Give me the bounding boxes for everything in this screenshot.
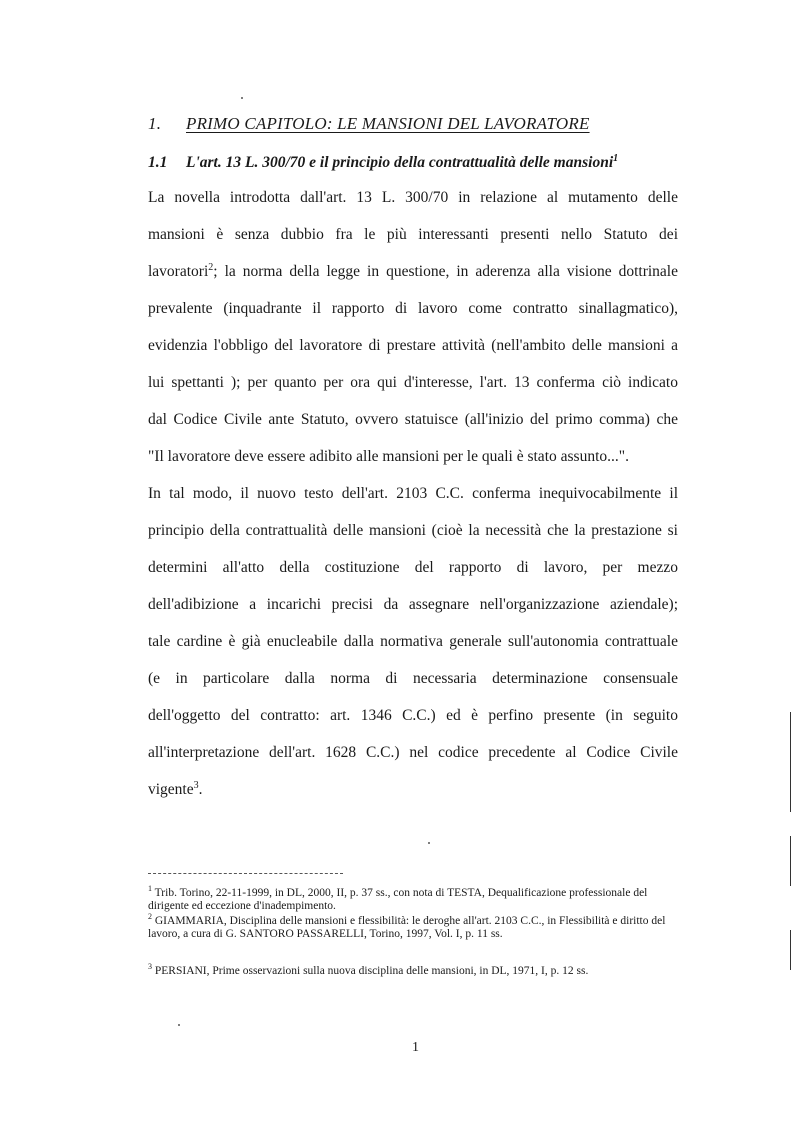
footnote-number: 1: [148, 884, 152, 893]
body-line: "Il lavoratore deve essere adibito alle mansioni per le quali è stato assunto...".: [148, 448, 629, 465]
body-line: dell'adibizione a incarichi precisi da assegnare nell'organizzazione aziendale);: [148, 596, 678, 613]
scan-speck: [178, 1024, 180, 1026]
body-line: all'interpretazione dell'art. 1628 C.C.) nel codice precedente al Codice Civile: [148, 744, 678, 761]
footnote-text: PERSIANI, Prime osservazioni sulla nuova disciplina delle mansioni, in DL, 1971, I, p. 12 ss.: [154, 964, 589, 977]
chapter-number: 1.: [148, 114, 162, 133]
body-line: determini all'atto della costituzione del rapporto di lavoro, per mezzo: [148, 559, 678, 576]
body-line-part: lavoratori: [148, 263, 209, 280]
section-title: L'art. 13 L. 300/70 e il principio della contrattualità delle mansioni: [186, 154, 614, 172]
scan-speck: [241, 97, 243, 99]
footnote-text: GIAMMARIA, Disciplina delle mansioni e flessibilità: le deroghe all'art. 2103 C.C., in Flessibilità e diritto del lavoro, a cura di G. SANTORO PASSARELLI, Torino, 1997, Vol. I, p. 11 ss.: [148, 914, 666, 940]
body-line: mansioni è senza dubbio fra le più interessanti presenti nello Statuto dei: [148, 226, 678, 243]
body-line: prevalente (inquadrante il rapporto di lavoro come contratto sinallagmatico),: [148, 300, 678, 317]
scan-speck: [428, 842, 430, 844]
body-line-part: vigente: [148, 781, 194, 798]
footnote-2: [148, 910, 682, 941]
body-line-part: ; la norma della legge in questione, in aderenza alla visione dottrinale: [213, 263, 678, 280]
body-line: dal Codice Civile ante Statuto, ovvero statuisce (all'inizio del primo comma) che: [148, 411, 678, 428]
footnote-number: 2: [148, 912, 152, 921]
scan-edge-mark: [790, 930, 791, 970]
footnote-ref-2: 2: [208, 261, 214, 273]
footnote-separator: [148, 873, 343, 875]
body-line: lui spettanti ); per quanto per ora qui d'interesse, l'art. 13 conferma ciò indicato: [148, 374, 678, 391]
body-line: principio della contrattualità delle mansioni (cioè la necessità che la prestazione si: [148, 522, 678, 539]
scan-edge-mark: [790, 712, 791, 812]
scan-edge-mark: [790, 836, 791, 886]
body-line: evidenzia l'obbligo del lavoratore di prestare attività (nell'ambito delle mansioni a: [148, 337, 678, 354]
footnote-number: 3: [148, 962, 152, 971]
chapter-heading: [148, 114, 590, 134]
footnote-ref-3: 3: [193, 779, 199, 791]
body-line: La novella introdotta dall'art. 13 L. 300/70 in relazione al mutamento delle: [148, 189, 678, 206]
footnote-text: Trib. Torino, 22-11-1999, in DL, 2000, II, p. 37 ss., con nota di TESTA, Dequalificazione professionale del dirigente ed eccezione d'inadempimento.: [148, 886, 648, 912]
body-line: dell'oggetto del contratto: art. 1346 C.C.) ed è perfino presente (in seguito: [148, 707, 678, 724]
section-heading: [148, 153, 618, 172]
body-line: [148, 261, 678, 283]
footnote-1: [148, 882, 682, 913]
body-line: tale cardine è già enucleabile dalla normativa generale sull'autonomia contrattuale: [148, 633, 678, 650]
section-number: 1.1: [148, 154, 168, 172]
body-line: In tal modo, il nuovo testo dell'art. 2103 C.C. conferma inequivocabilmente il: [148, 485, 678, 502]
body-line: vigente$^3$.: [148, 779, 203, 798]
chapter-title: PRIMO CAPITOLO: LE MANSIONI DEL LAVORATORE: [186, 114, 590, 133]
body-line: (e in particolare dalla norma di necessaria determinazione consensuale: [148, 670, 678, 687]
footnote-3: [148, 960, 682, 978]
footnote-ref-1: 1: [613, 153, 619, 164]
page-number: 1: [412, 1040, 419, 1055]
